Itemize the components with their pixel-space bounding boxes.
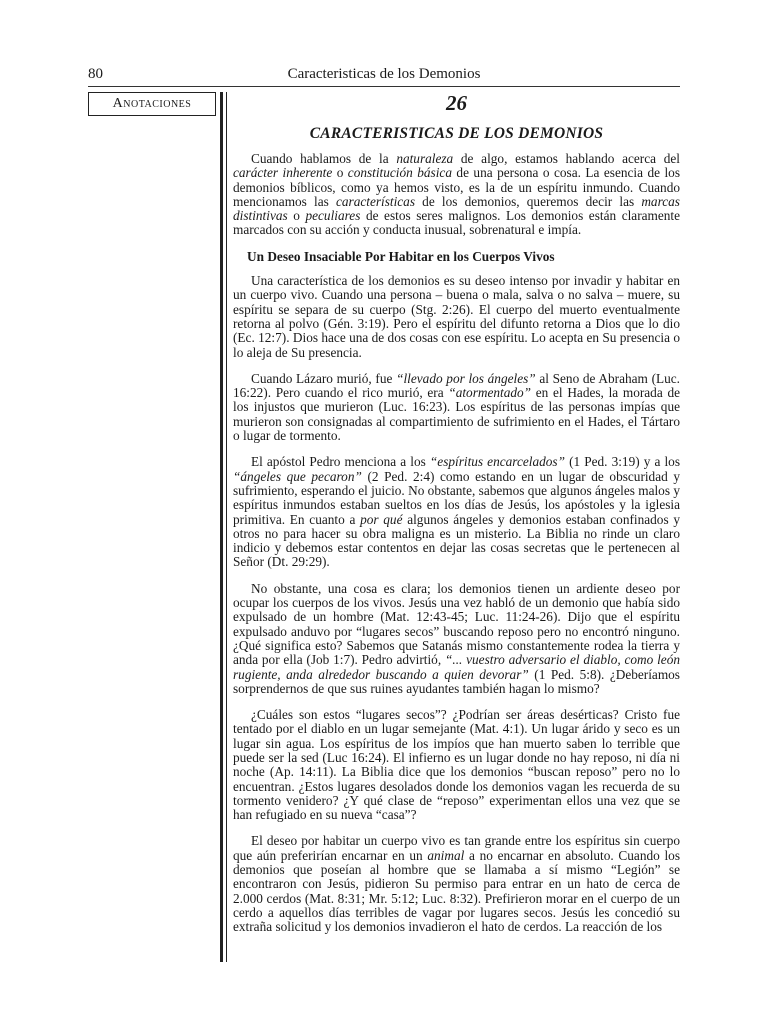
italic-run: naturaleza [396, 151, 454, 166]
chapter-title: CARACTERISTICAS DE LOS DEMONIOS [309, 125, 604, 142]
text-run: Cuando Lázaro murió, fue [251, 370, 397, 386]
text-run: de los demonios, queremos decir las [415, 193, 642, 209]
paragraph-5 [233, 582, 680, 696]
page-number: 80 [88, 66, 103, 82]
section-heading: Un Deseo Insaciable Por Habitar en los Cuerpos Vivos [247, 248, 555, 264]
text-run: Una característica de los demonios es su deseo intenso por invadir y habitar en un cuerpo vivo. Cuando una persona – buena o mala, salva o no salva – muere, su espíritu se separa de su cuerpo (Stg. 2:26). El cuerpo del muerto eventualmente retorna al polvo (Gén. 3:19). Pero el espíritu del difunto retorna a Dios que lo dio (Ec. 12:7). Dios hace una de dos cosas con ese espíritu. Lo acepta en Su presencia o lo aleja de Su presencia. [233, 273, 680, 360]
text-run: El apóstol Pedro menciona a los [251, 454, 430, 470]
italic-run: “espíritus encarcelados” [429, 454, 565, 470]
paragraph-6 [233, 708, 680, 822]
text-run: Cuando hablamos de la [251, 151, 397, 166]
text-run: de estos seres malignos. Los demonios están claramente marcados con su acción y conducta inusual, sobrenatural e impía. [233, 208, 681, 238]
page-header [88, 64, 680, 84]
paragraph-4 [233, 455, 680, 569]
margin-thick-rule [220, 92, 223, 962]
text-run: (1 Ped. 5:8). ¿Deberíamos sorprendernos de que sus ruines ayudantes también hagan lo mismo? [233, 666, 680, 696]
italic-run: características [335, 193, 415, 209]
text-run: No obstante, una cosa es clara; los demonios tienen un ardiente deseo por ocupar los cuerpos de los vivos. Jesús una vez habló de un demonio que había sido expulsado de un hombre (Mat. 12:43-45; Luc. 11:24-26). Dijo que el espíritu expulsado anduvo por “lugares secos” buscando reposo pero no encontró ninguno. ¿Qué significa esto? Sabemos que Satanás mismo constantemente rodea la tierra y anda por ella (Job 1:7). Pedro advirtió, [233, 580, 680, 668]
header-rule [88, 86, 680, 87]
paragraph-2 [233, 274, 680, 360]
chapter-number: 26 [446, 91, 467, 115]
italic-run: “atormentado” [448, 385, 532, 401]
text-run: algunos ángeles y demonios estaban confinados y otros no para hacer su obra maligna es un misterio. La Biblia no rinde un claro indicio y debemos estar contentos en dejar las cosas secretas que le pertenecen al Señor (Dt. 29:29). [233, 511, 680, 570]
text-run: o [287, 208, 306, 224]
italic-run: carácter inherente [233, 165, 333, 181]
text-run: de algo, estamos hablando acerca del [453, 151, 680, 166]
italic-run: “ángeles que pecaron” [233, 468, 362, 484]
text-run: (2 Ped. 2:4) como estando en un lugar de obscuridad y sufrimiento, esperando el juicio. No obstante, sabemos que algunos ángeles malos y espíritus inmundos estaban sueltos en los días de Jesús, los apóstoles y la iglesia primitiva. En cuanto a [233, 468, 680, 527]
text-run: de una persona o cosa. La esencia de los demonios bíblicos, como ya hemos visto, es la de un espíritu inmundo. Cuando mencionamos las [233, 165, 680, 209]
text-run: ¿Cuáles son estos “lugares secos”? ¿Podrían ser áreas desérticas? Cristo fue tentado por el diablo en un lugar semejante (Mat. 4:1). Un lugar árido y seco es un lugar sin agua. Los espíritus de los impíos que han muerto saben lo terrible que puede ser la sed (Luc 16:24). El infierno es un lugar donde no hay reposo, ni día ni noche (Ap. 14:11). La Biblia dice que los demonios “buscan reposo” pero no lo encuentran. ¿Estos lugares desolados donde los demonios vagan les recuerda de su tormento venidero? ¿Y qué clase de “reposo” experimentan ellos una vez que se han refugiado en su nueva “casa”? [233, 707, 680, 823]
text-run: El deseo por habitar un cuerpo vivo es tan grande entre los espíritus sin cuerpo que aún preferirían encarnar en un [233, 833, 680, 863]
text-run: a no encarnar en absoluto. Cuando los demonios que poseían al hombre que se llamaba a sí mismo “Legión” se encontraron con Jesús, pidieron Su permiso para entrar en un hato de cerca de 2.000 cerdos (Mat. 8:31; Mr. 5:12; Luc. 8:32). Prefirieron morar en el cuerpo de un cerdo a aquellos días terribles de vagar por lugares secos. Jesús les concedió su extraña solicitud y los demonios invadieron el hato de cerdos. La reacción de los [233, 847, 680, 935]
italic-run: animal [427, 847, 465, 863]
italic-run: constitución básica [347, 165, 452, 181]
text-run: o [332, 165, 348, 181]
running-title: Caracteristicas de los Demonios [287, 66, 481, 82]
paragraph-3 [233, 372, 680, 443]
margin-thin-rule [226, 92, 227, 962]
text-run: al Seno de Abraham (Luc. 16:22). Pero cuando el rico murió, era [233, 370, 680, 401]
notes-label-box [88, 92, 216, 116]
paragraph-7 [233, 834, 680, 934]
italic-run: marcas distintivas [233, 193, 680, 224]
text-run: en el Hades, la morada de los injustos que murieron (Luc. 16:23). Los espíritus de las personas impías que murieron son consignadas al compartimiento de sufrimiento en el Hades, el Tártaro o lugar de tormento. [233, 385, 680, 444]
italic-run: por qué [360, 511, 403, 527]
main-text-column [233, 88, 680, 947]
paragraph-1 [233, 152, 680, 238]
italic-run: “llevado por los ángeles” [396, 370, 536, 386]
italic-run: peculiares [305, 208, 361, 224]
notes-label: Anotaciones [112, 96, 192, 111]
italic-run: “... vuestro adversario el diablo, como león rugiente, anda alrededor buscando a quien devorar” [233, 652, 680, 682]
text-run: (1 Ped. 3:19) y a los [564, 454, 680, 470]
